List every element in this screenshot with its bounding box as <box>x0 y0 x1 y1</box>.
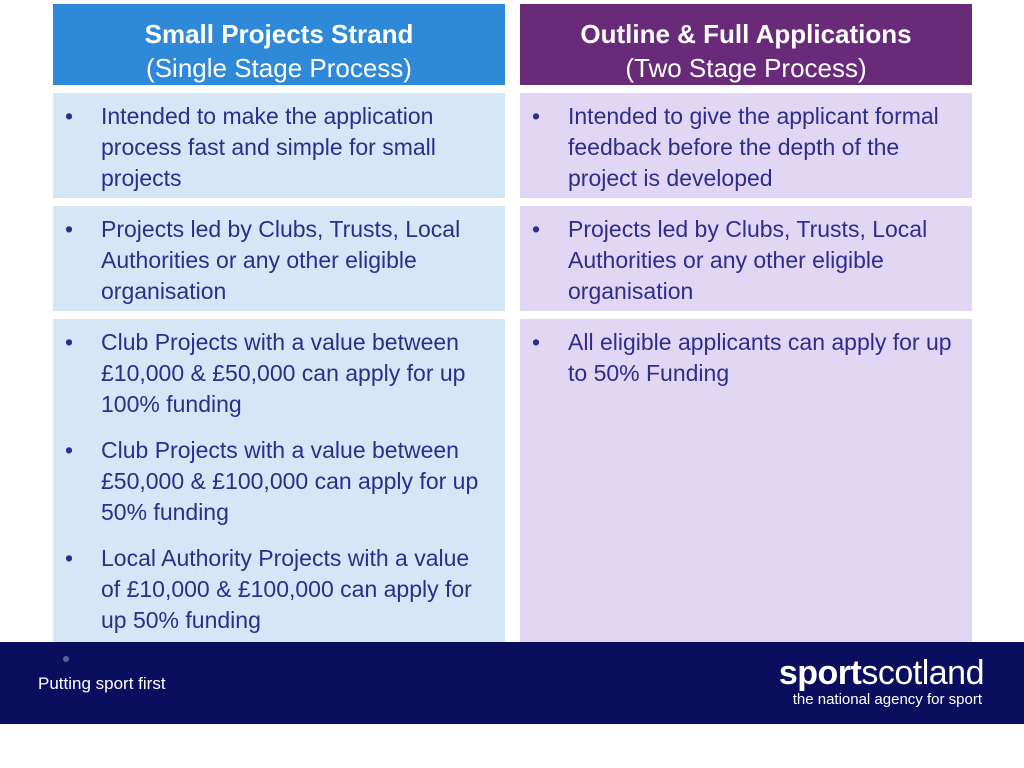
bullet-dot: • <box>65 437 74 463</box>
header-subtitle: (Single Stage Process) <box>146 53 412 83</box>
cell-row1-left <box>53 93 505 198</box>
bullet-item <box>65 543 491 636</box>
bullet-text: Local Authority Projects with a value of £10,000 & £100,000 can apply for up 50% funding <box>101 545 472 633</box>
bullet-text: Club Projects with a value between £50,000 & £100,000 can apply for up 50% funding <box>101 437 479 525</box>
cell-row2-right <box>520 206 972 311</box>
bullet-item <box>65 435 491 528</box>
header-title: Small Projects Strand <box>144 19 414 49</box>
header-outline-full <box>520 4 972 85</box>
bullet-dot: • <box>532 103 541 129</box>
bullet-item <box>532 214 958 307</box>
bullet-item <box>65 101 491 194</box>
bullet-dot: • <box>532 216 541 242</box>
cell-row1-right <box>520 93 972 198</box>
bullet-item <box>65 327 491 420</box>
footer-dot <box>63 656 69 662</box>
cell-row3-left <box>53 319 505 643</box>
bullet-dot: • <box>65 545 74 571</box>
header-title: Outline & Full Applications <box>580 19 912 49</box>
bullet-text: Projects led by Clubs, Trusts, Local Authorities or any other eligible organisation <box>568 216 928 304</box>
bullet-item <box>65 214 491 307</box>
bullet-text: All eligible applicants can apply for up to 50% Funding <box>568 329 952 386</box>
logo-bold: sport <box>778 654 862 692</box>
header-subtitle: (Two Stage Process) <box>625 53 867 83</box>
bullet-item <box>532 327 958 389</box>
bullet-text: Intended to give the applicant formal feedback before the depth of the project is developed <box>568 103 939 191</box>
cell-row2-left <box>53 206 505 311</box>
footer-tagline: Putting sport first <box>38 674 166 693</box>
bullet-text: Intended to make the application process fast and simple for small projects <box>101 103 436 191</box>
bullet-item <box>532 101 958 194</box>
footer-bar <box>0 642 1024 724</box>
logo-light: scotland <box>861 654 984 692</box>
logo-subtitle: the national agency for sport <box>792 691 982 708</box>
bullet-text: Club Projects with a value between £10,000 & £50,000 can apply for up 100% funding <box>101 329 466 417</box>
bullet-dot: • <box>65 329 74 355</box>
bullet-dot: • <box>65 103 74 129</box>
cell-row3-right <box>520 319 972 643</box>
bullet-dot: • <box>65 216 74 242</box>
bullet-text: Projects led by Clubs, Trusts, Local Authorities or any other eligible organisation <box>101 216 461 304</box>
header-small-projects <box>53 4 505 85</box>
sportscotland-logo <box>779 654 984 693</box>
bullet-dot: • <box>532 329 541 355</box>
